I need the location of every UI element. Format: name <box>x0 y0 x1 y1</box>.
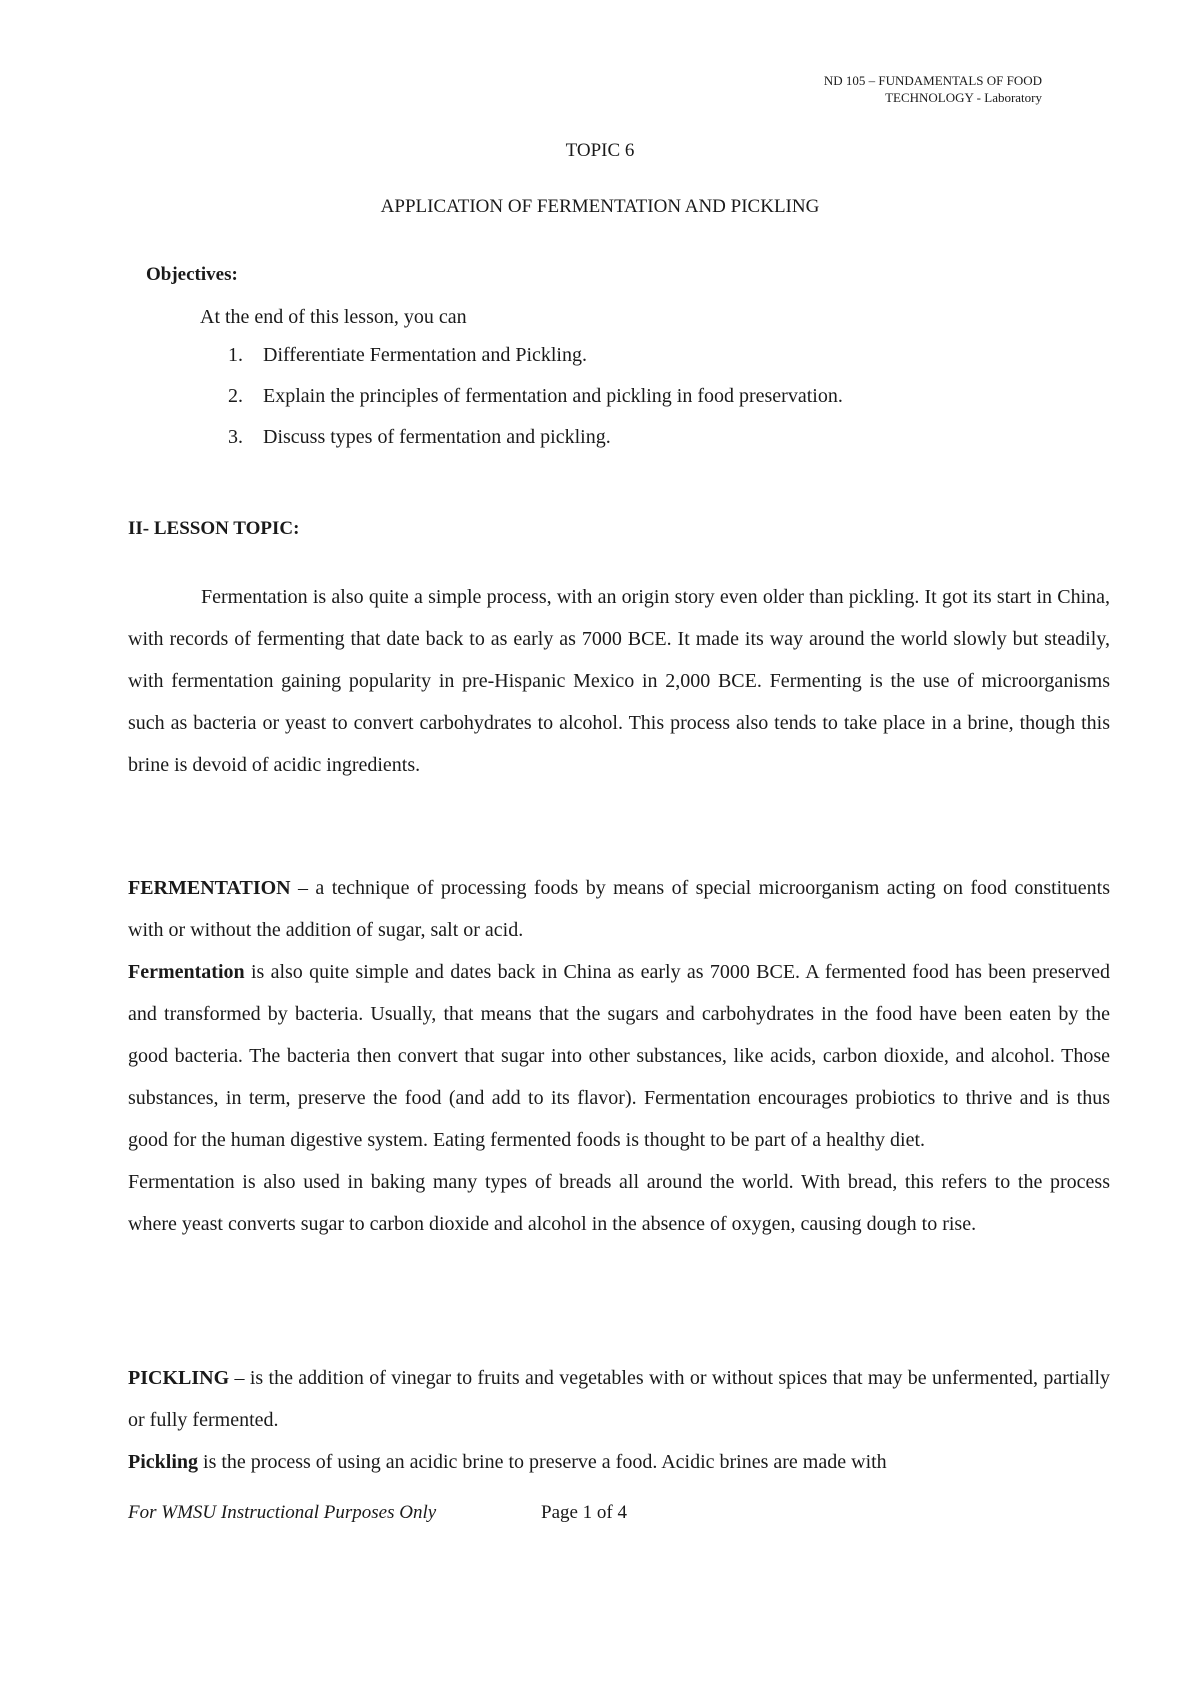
course-header-line2: TECHNOLOGY - Laboratory <box>885 90 1042 105</box>
page-footer <box>128 1502 628 1524</box>
pickling-section <box>128 1357 1110 1483</box>
objective-item <box>200 385 843 426</box>
pickling-paragraph-2-text: is the process of using an acidic brine to preserve a food. Acidic brines are made with <box>198 1451 887 1473</box>
fermentation-term: FERMENTATION <box>128 877 291 899</box>
pickling-paragraph-2 <box>128 1441 1110 1483</box>
pickling-bold-lead: Pickling <box>128 1451 199 1473</box>
pickling-definition <box>128 1357 1110 1441</box>
pickling-definition-text: – is the addition of vinegar to fruits and vegetables with or without spices that may be unfermented, partially or fully fermented. <box>128 1367 1110 1431</box>
fermentation-section <box>128 867 1110 1245</box>
objective-number: 2. <box>228 385 243 407</box>
fermentation-definition <box>128 867 1110 951</box>
course-header-line1: ND 105 – FUNDAMENTALS OF FOOD <box>823 73 1042 88</box>
objective-number: 3. <box>228 426 243 448</box>
fermentation-bold-lead: Fermentation <box>128 961 245 983</box>
footer-notice: For WMSU Instructional Purposes Only <box>128 1502 437 1523</box>
fermentation-paragraph-2 <box>128 951 1110 1161</box>
page-number: Page 1 of 4 <box>541 1502 628 1523</box>
lesson-intro-paragraph: Fermentation is also quite a simple process, with an origin story even older than pickling. It got its start in China, with records of fermenting that date back to as early as 7000 BCE. It made its way around the world slowly but steadily, with fermentation gaining popularity in pre-Hispanic Mexico in 2,000 BCE. Fermenting is the use of microorganisms such as bacteria or yeast to convert carbohydrates to alcohol. This process also tends to take place in a brine, though this brine is devoid of acidic ingredients. <box>128 586 1110 776</box>
objective-text: Differentiate Fermentation and Pickling. <box>263 344 587 366</box>
fermentation-paragraph-3: Fermentation is also used in baking many types of breads all around the world. With bread, this refers to the process where yeast converts sugar to carbon dioxide and alcohol in the absence of oxygen, causing dough to rise. <box>128 1171 1110 1235</box>
objective-text: Explain the principles of fermentation and pickling in food preservation. <box>263 385 843 407</box>
objective-item <box>200 426 843 467</box>
objective-number: 1. <box>228 344 243 366</box>
fermentation-paragraph-2-text: is also quite simple and dates back in China as early as 7000 BCE. A fermented food has been preserved and transformed by bacteria. Usually, that means that the sugars and carbohydrates in the food have been eaten by the good bacteria. The bacteria then convert that sugar into other substances, like acids, carbon dioxide, and alcohol. Those substances, in term, preserve the food (and add to its flavor). Fermentation encourages probiotics to thrive and is thus good for the human digestive system. Eating fermented foods is thought to be part of a healthy diet. <box>128 961 1110 1151</box>
objectives-intro: At the end of this lesson, you can <box>200 306 467 328</box>
objective-item <box>200 344 843 385</box>
fermentation-definition-text: – a technique of processing foods by means of special microorganism acting on food constituents with or without the addition of sugar, salt or acid. <box>128 877 1110 941</box>
pickling-term: PICKLING <box>128 1367 230 1389</box>
objectives-list <box>200 344 843 467</box>
lesson-topic-heading: II- LESSON TOPIC: <box>128 518 300 539</box>
topic-title: TOPIC 6 <box>565 140 635 161</box>
course-header <box>824 72 1042 106</box>
objective-text: Discuss types of fermentation and pickling. <box>263 426 611 448</box>
objectives-heading: Objectives: <box>146 264 238 285</box>
topic-subtitle: APPLICATION OF FERMENTATION AND PICKLING <box>380 196 820 217</box>
